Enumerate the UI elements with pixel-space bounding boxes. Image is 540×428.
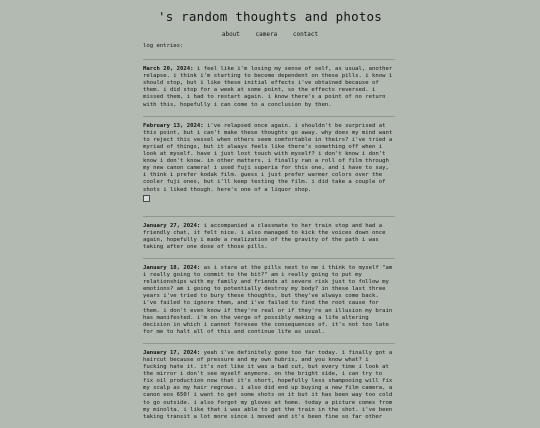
- entry-text: yeah i've definitely gone too far today. i finally got a haircut because of pressure and my own hubris, and you know what? i fucking hate it. it's not like it was a bad cut, but every time i look at the mirror i don't see myself anymore. on the bright side, i can try to fix oil production now that it's short, hopefully less shampooing will fix my scalp as my hair regrows. i also did end up buying a new film camera, a canon eos 650! i want to get some shots on it but it has been way too cold to go outside. i also forgot my gloves at home. today a picture comes from my minolta. i like that i was able to get the train in the shot. i've been taking transit a lot more since i moved and it's been fine so far other: [143, 349, 393, 420]
- broken-image-icon[interactable]: [143, 195, 150, 202]
- log-entry: [143, 265, 395, 336]
- nav-link-about[interactable]: about: [221, 31, 240, 38]
- log-heading: log entries:: [143, 43, 184, 49]
- entry-text: as i stare at the pills next to me i think to myself "am i really going to commit to the bit?" am i really going to put my relationships with my family and friends at severe risk just to follow my emotions? am i going to potentially destroy my body? in these last three years i've tried to bury these thoughts, but they've always come back. i've failed to ignore them, and i've failed to find the root cause for them. i don't even know if they're real or if they're an illusion my brain has manifested. i'm on the verge of possibly making a life altering decision in which i cannot foresee the consequences of. it's not too late for me to halt all of this and continue life as usual.: [143, 264, 393, 335]
- entry-divider: [143, 216, 395, 217]
- entry-date: March 20, 2024:: [143, 66, 194, 73]
- entry-divider: [143, 116, 395, 117]
- site-title: 's random thoughts and photos: [157, 9, 383, 24]
- entry-date: January 18, 2024:: [143, 264, 201, 271]
- entry-date: February 13, 2024:: [143, 122, 204, 129]
- main-nav: [0, 31, 540, 38]
- log-entry: [143, 123, 395, 209]
- entry-date: January 27, 2024:: [143, 222, 201, 229]
- nav-link-camera[interactable]: camera: [255, 31, 278, 38]
- log-entry: [143, 350, 395, 421]
- log-section: [143, 43, 395, 428]
- log-entry: [143, 66, 395, 109]
- entry-divider: [143, 59, 395, 60]
- entry-text: i feel like i'm losing my sense of self, as usual, another relapse. i think i'm starting to become dependent on these pills. i know i should stop, but i like these initial effects i've obtained because of them. i did stop for a week at some point, so the effects reversed. i missed them, i had to restart again. i know there's a point of no return with this, hopefully i can come to a conclusion by then.: [143, 66, 393, 108]
- nav-link-contact[interactable]: contact: [292, 31, 319, 38]
- entry-divider: [143, 343, 395, 344]
- entry-text: i accompanied a classmate to her train stop and had a friendly chat, it felt nice. i also managed to kick the voices down once again, hopefully i made a realization of the gravity of the path i was taking after one dose of those pills.: [143, 222, 386, 250]
- entry-divider: [143, 258, 395, 259]
- entry-text: i've relapsed once again. i shouldn't be surprised at this point, but i can't make these thoughts go away. why does my mind want to reject this vessel when others seem comfortable in theirs? i've tried a myriad of things, but it always feels like there's something off when i look at myself. have i just lost touch with myself? i don't know i don't know i don't know. in other matters, i finally ran a roll of film through my new canon camera! i used fuji superia for this one, and i have to say, i think i prefer kodak film. guess i just prefer warmer colors over the cooler fuji ones, but i'll keep testing the film. i did take a couple of shots i liked though. here's one of a liquor shop.: [143, 122, 393, 193]
- log-entry: [143, 223, 395, 251]
- entry-date: January 17, 2024:: [143, 349, 201, 356]
